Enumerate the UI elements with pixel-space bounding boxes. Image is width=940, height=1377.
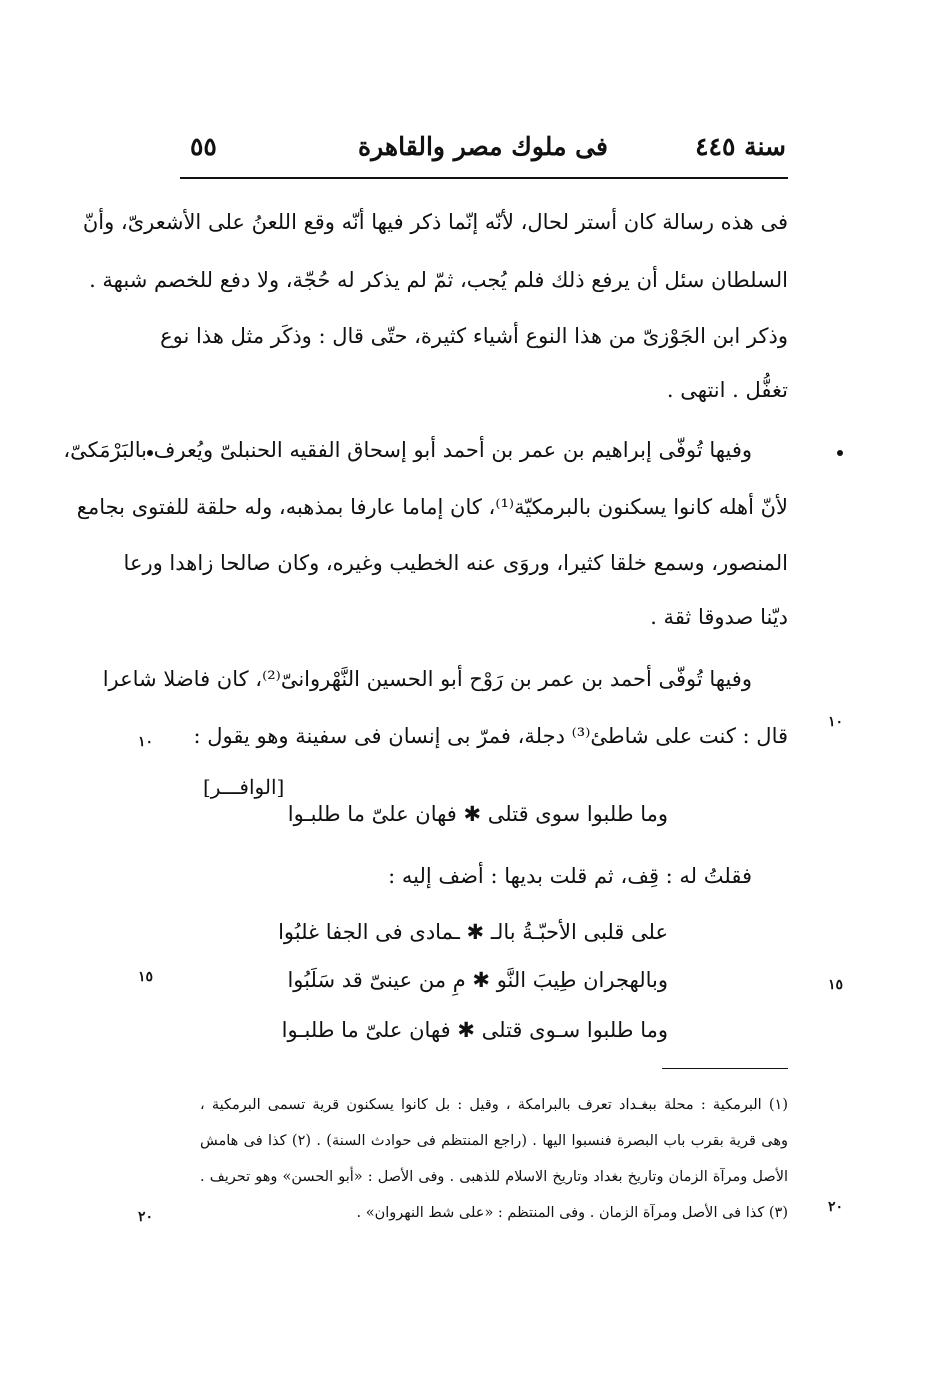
verse-line: وما طلبوا سـوى قتلى ✱ فهان علىّ ما طلبـوا [281,1018,668,1042]
p1-line-3: وذكر ابن الجَوْزىّ من هذا النوع أشياء كثيرة، حتّى قال : وذكَر مثل هذا نوع [160,324,788,348]
p2-line-1: وفيها تُوفّى إبراهيم بن عمر بن أحمد أبو إسحاق الفقيه الحنبلىّ ويُعرف بالبَرْمَكىّ، [63,438,752,462]
footnote-1: (١) البرمكية : محلة ببغـداد تعرف بالبرامكة ، وقيل : بل كانوا يسكنون قرية تسمى البرمكية ، [200,1097,788,1113]
p2-line-3: المنصور، وسمع خلقا كثيرا، وروَى عنه الخطيب وغيره، وكان صالحا زاهدا ورعا [123,551,788,575]
running-header [180,132,786,174]
verse-intro: فقلتُ له : قِف، ثم قلت بديها : أضف إليه : [388,864,752,888]
p1-line-2: السلطان سئل أن يرفع ذلك فلم يُجب، ثمّ لم يذكر له حُجّة، ولا دفع للخصم شبهة . [89,268,788,292]
header-rule [180,177,788,179]
verse-line: وما طلبوا سوى قتلى ✱ فهان علىّ ما طلبـوا [287,802,668,826]
p2-line-4: ديّنا صدوقا ثقة . [650,605,788,629]
p2-line-2: لأنّ أهله كانوا يسكنون بالبرمكيّة⁽¹⁾، كان إماما عارفا بمذهبه، وله حلقة للفتوى بجامع [76,495,788,519]
footnote-3: (٣) كذا فى الأصل ومرآة الزمان . وفى المنتظم : «على شط النهروان» . [356,1205,788,1221]
margin-marker [837,450,843,456]
line-number-15: ١٥ [828,977,844,993]
footnote-2: الأصل ومرآة الزمان وتاريخ بغداد وتاريخ الاسلام للذهبى . وفى الأصل : «أبو الحسن» وهو تحريف . [200,1169,788,1185]
line-number-10: ١٠ [828,714,844,730]
p3-line-1: وفيها تُوفّى أحمد بن عمر بن رَوْح أبو الحسين النَّهْروانىّ⁽²⁾، كان فاضلا شاعرا [102,667,752,691]
line-number-20: ٢٠ [138,1209,154,1225]
header-year: سنة ٤٤٥ [695,132,786,161]
p1-line-1: فى هذه رسالة كان أستر لحال، لأنّه إنّما ذكر فيها أنّه وقع اللعنُ على الأشعرىّ، وأنّ [82,210,788,234]
verse-line: على قلبى الأحبّـةُ بالـ ✱ ـمادى فى الجفا غلبُوا [278,920,668,944]
verse-line: وبالهجران طِيبَ النَّو ✱ مِ من عينىّ قد سَلَبُوا [287,968,668,992]
footnote-1-cont: وهى قرية بقرب باب البصرة فنسبوا اليها . (راجع المنتظم فى حوادث السنة) . (٢) كذا فى هامش [200,1133,788,1149]
line-number-15: ١٥ [138,969,154,985]
header-title: فى ملوك مصر والقاهرة [358,132,608,161]
line-number-10: ١٠ [138,734,154,750]
footnote-rule [662,1068,788,1069]
line-number-20: ٢٠ [828,1199,844,1215]
meter-label: [الوافـــر] [203,775,285,799]
page-number: ٥٥ [190,132,217,161]
p1-line-4: تغفُّل . انتهى . [666,378,788,402]
p3-line-2: قال : كنت على شاطئ⁽³⁾ دجلة، فمرّ بى إنسان فى سفينة وهو يقول : [193,724,788,748]
